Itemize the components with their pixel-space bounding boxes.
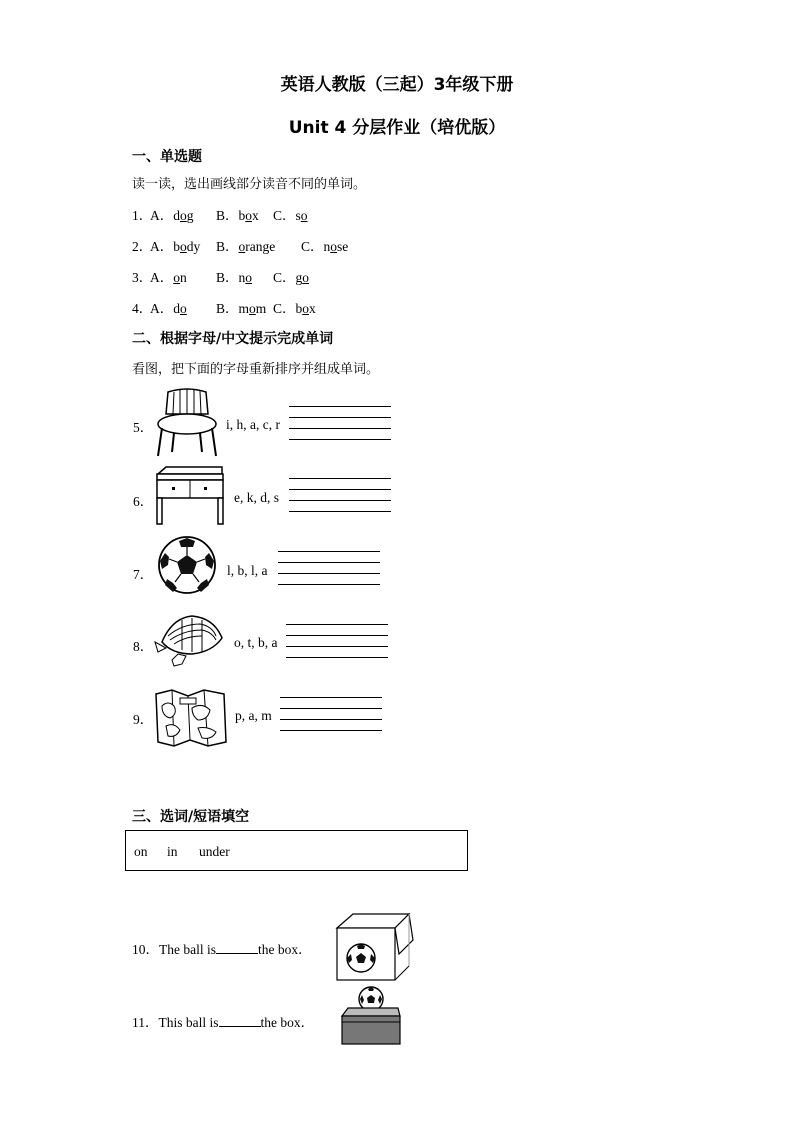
answer-lines[interactable] (278, 551, 380, 595)
word-part: d (173, 208, 180, 223)
underlined-letter: o (180, 239, 187, 254)
option[interactable] (150, 235, 200, 255)
word-part: x (252, 208, 259, 223)
word-part: range (245, 239, 276, 254)
option[interactable] (150, 266, 187, 286)
word-part: x (309, 301, 316, 316)
option-label: C． (273, 301, 296, 316)
word-part: dy (186, 239, 201, 254)
map-picture (152, 686, 230, 750)
answer-lines[interactable] (289, 478, 391, 522)
option[interactable] (216, 297, 266, 317)
option-label: A． (150, 239, 174, 254)
chair-picture (154, 388, 220, 460)
section-instruction-1: 读一读，选出画线部分读音不同的单词。 (132, 177, 367, 192)
word-part: b (295, 301, 303, 316)
option[interactable] (216, 235, 275, 255)
word-option: on (134, 844, 148, 859)
ball-in-box-picture (333, 910, 417, 982)
question-number: 2． (132, 239, 153, 254)
word-part: n (323, 239, 331, 254)
item-number: 7． (133, 567, 154, 582)
soccer-ball-picture (157, 535, 217, 595)
option-label: C． (273, 270, 296, 285)
letters-hint: p, a, m (235, 708, 272, 723)
sentence-before: The ball is (159, 942, 216, 957)
option[interactable] (216, 204, 259, 224)
word-part: s (295, 208, 301, 223)
section-instruction-2: 看图，把下面的字母重新排序并组成单词。 (132, 362, 380, 377)
option-label: B． (216, 208, 239, 223)
answer-lines[interactable] (289, 406, 391, 450)
option[interactable] (273, 297, 316, 317)
page-title: 英语人教版（三起）3年级下册 (280, 75, 514, 95)
underlined-letter: o (300, 208, 308, 223)
item-number: 6． (133, 494, 154, 509)
word-option: in (167, 844, 178, 859)
sentence-before: This ball is (158, 1015, 219, 1030)
boat-picture (152, 612, 228, 670)
underlined-letter: o (330, 239, 338, 254)
word-part: n (180, 270, 187, 285)
question-number: 4． (132, 301, 153, 316)
word-bank (125, 830, 468, 871)
word-part: m (255, 301, 267, 316)
underlined-letter: o (238, 239, 246, 254)
underlined-letter: o (180, 208, 187, 223)
option-label: B． (216, 270, 239, 285)
word-part: g (186, 208, 194, 223)
sentence-after: the box． (258, 942, 312, 957)
word-part: g (295, 270, 303, 285)
ball-on-box-picture (340, 986, 402, 1046)
option[interactable] (273, 204, 308, 224)
item-number: 8． (133, 639, 154, 654)
word-part: b (173, 239, 180, 254)
section-heading-1: 一、单选题 (132, 149, 202, 165)
word-part: d (173, 301, 180, 316)
option-label: C． (301, 239, 324, 254)
answer-lines[interactable] (280, 697, 382, 741)
section-heading-2: 二、根据字母/中文提示完成单词 (132, 331, 334, 347)
answer-blank[interactable] (216, 941, 258, 954)
word-part: m (238, 301, 250, 316)
option-label: A． (150, 208, 174, 223)
section-heading-3: 三、选词/短语填空 (132, 809, 250, 825)
question-10 (132, 938, 312, 958)
letters-hint: l, b, l, a (227, 563, 268, 578)
option-label: B． (216, 301, 239, 316)
underlined-letter: o (173, 270, 180, 285)
page-subtitle: Unit 4 分层作业（培优版） (288, 118, 506, 138)
question-number: 3． (132, 270, 153, 285)
answer-blank[interactable] (219, 1014, 261, 1027)
item-number: 9． (133, 712, 154, 727)
item-number: 11． (132, 1015, 159, 1030)
item-number: 5． (133, 420, 154, 435)
underlined-letter: o (302, 301, 310, 316)
word-part: n (238, 270, 246, 285)
option[interactable] (301, 235, 348, 255)
letters-hint: o, t, b, a (234, 635, 278, 650)
sentence-after: the box． (260, 1015, 315, 1030)
letters-hint: i, h, a, c, r (226, 417, 280, 432)
underlined-letter: o (249, 301, 256, 316)
question-11 (132, 1011, 314, 1031)
word-part: b (238, 208, 246, 223)
option-label: B． (216, 239, 239, 254)
option-label: C． (273, 208, 296, 223)
underlined-letter: o (302, 270, 310, 285)
option[interactable] (273, 266, 309, 286)
item-number: 10． (132, 942, 159, 957)
letters-hint: e, k, d, s (234, 490, 279, 505)
question-number: 1． (132, 208, 153, 223)
option-label: A． (150, 301, 174, 316)
word-option: under (199, 844, 230, 859)
word-part: se (337, 239, 349, 254)
underlined-letter: o (180, 301, 187, 316)
answer-lines[interactable] (286, 624, 388, 668)
option[interactable] (150, 204, 194, 224)
underlined-letter: o (245, 270, 253, 285)
desk-picture (154, 466, 226, 526)
option-label: A． (150, 270, 174, 285)
underlined-letter: o (245, 208, 253, 223)
option[interactable] (216, 266, 252, 286)
option[interactable] (150, 297, 187, 317)
